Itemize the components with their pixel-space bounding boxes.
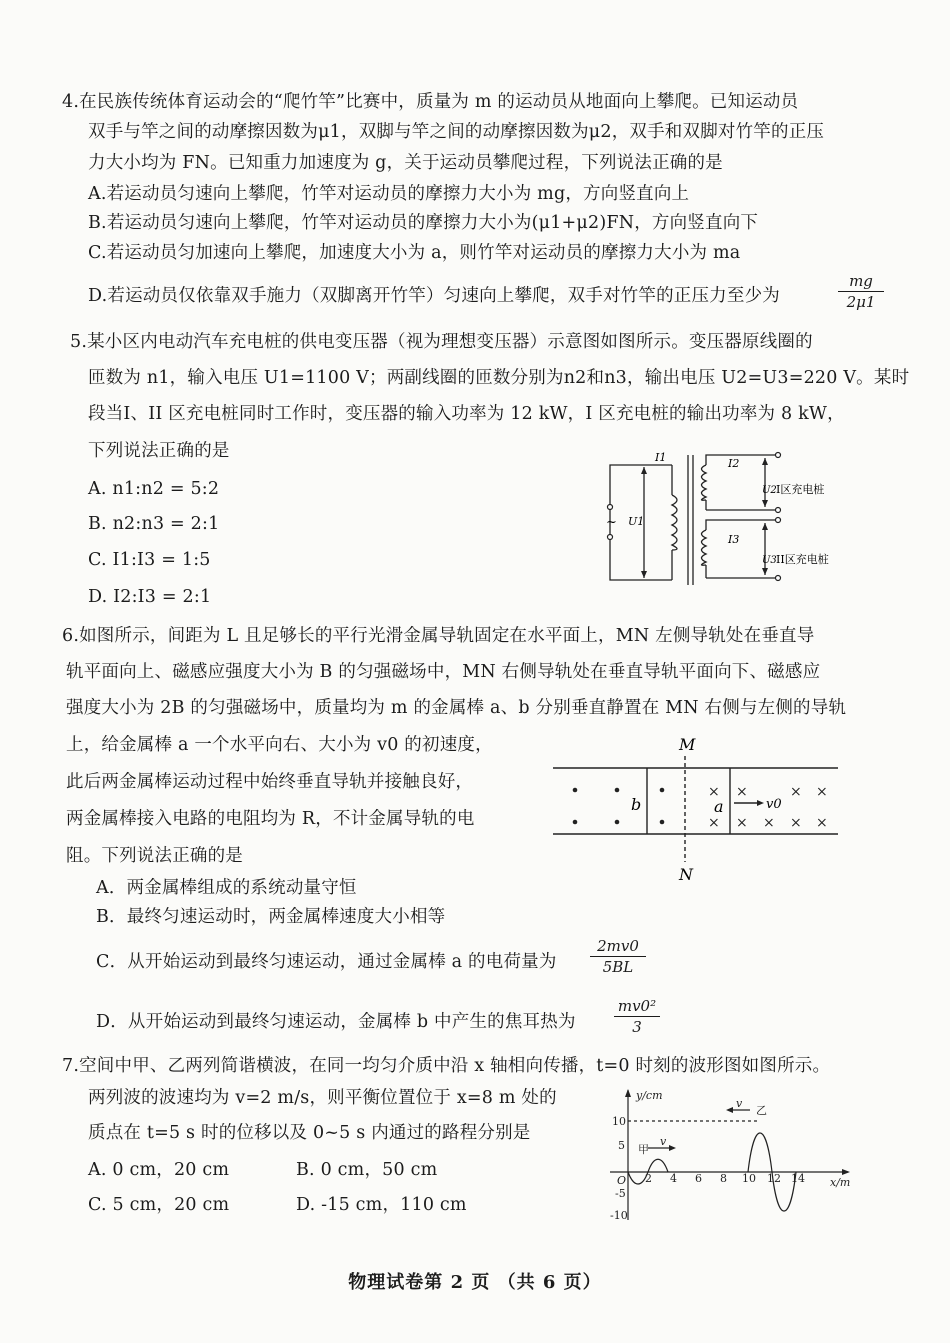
q6-line3: 强度大小为 2B 的匀强磁场中，质量均为 m 的金属棒 a、b 分别垂直静置在 MN 右侧与左侧的导轨 (66, 698, 847, 718)
svg-text:×: × (763, 815, 775, 831)
q5-line4: 下列说法正确的是 (88, 441, 230, 461)
q7-option-c: C. 5 cm，20 cm (88, 1195, 230, 1215)
x-tick-8: 8 (720, 1172, 727, 1185)
q5-line2: 匝数为 n1，输入电压 U1=1100 V；两副线圈的匝数分别为n2和n3，输出电压 U2=U3=220 V。某时 (88, 368, 910, 388)
svg-text:×: × (790, 784, 802, 800)
y-tick-10: 10 (612, 1115, 626, 1128)
q4-option-c: C.若运动员匀加速向上攀爬，加速度大小为 a，则竹竿对运动员的摩擦力大小为 ma (88, 243, 741, 263)
transformer-diagram (600, 445, 890, 590)
q7-option-d: D. -15 cm，110 cm (296, 1195, 467, 1215)
x-tick-2: 2 (645, 1172, 652, 1185)
q5-option-c: C. I1:I3 = 1:5 (88, 550, 211, 570)
label-n: N (679, 865, 693, 884)
wave-label-yi: 乙 (756, 1104, 767, 1117)
q7-line2: 两列波的波速均为 v=2 m/s，则平衡位置位于 x=8 m 处的 (88, 1088, 557, 1108)
svg-text:×: × (736, 815, 748, 831)
q6-option-a: A．两金属棒组成的系统动量守恒 (96, 878, 357, 898)
label-u2: U2 (762, 485, 777, 496)
wave-graph (600, 1085, 860, 1230)
q4-line3: 力大小均为 FN。已知重力加速度为 g，关于运动员攀爬过程，下列说法正确的是 (88, 153, 723, 173)
page-footer: 物理试卷第 2 页 （共 6 页） (348, 1272, 602, 1293)
q5-option-d: D. I2:I3 = 2:1 (88, 587, 212, 607)
svg-text:×: × (736, 784, 748, 800)
x-tick-14: 14 (791, 1172, 805, 1185)
q4-option-b: B.若运动员匀速向上攀爬，竹竿对运动员的摩擦力大小为(μ1+μ2)FN，方向竖直向下 (88, 213, 759, 233)
q7-line3: 质点在 t=5 s 时的位移以及 0~5 s 内通过的路程分别是 (88, 1123, 531, 1143)
q6-d-fraction (614, 997, 660, 1036)
wave2-velocity-label: v (736, 1097, 743, 1110)
q5-line3: 段当I、II 区充电桩同时工作时，变压器的输入功率为 12 kW，I 区充电桩的输出功率为 8 kW， (88, 404, 845, 424)
svg-text:×: × (790, 815, 802, 831)
q7-line1: 7.空间中甲、乙两列简谐横波，在同一均匀介质中沿 x 轴相向传播，t=0 时刻的波形图如图所示。 (62, 1056, 831, 1076)
wave1-velocity-label: v (660, 1135, 667, 1148)
y-tick-neg10: -10 (610, 1209, 628, 1222)
axis-label-y: y/cm (636, 1089, 663, 1102)
fraction-denominator: 3 (632, 1018, 642, 1036)
fraction-numerator: mv0² (617, 997, 657, 1015)
label-rod-b: b (631, 795, 642, 814)
label-zone2: II区充电桩 (776, 553, 829, 566)
q4-line2: 双手与竿之间的动摩擦因数为μ1，双脚与竿之间的动摩擦因数为μ2，双手和双脚对竹竿的正压 (88, 122, 825, 142)
label-m: M (679, 735, 696, 754)
q6-line2: 轨平面向上、磁感应强度大小为 B 的匀强磁场中，MN 右侧导轨处在垂直导轨平面向下、磁感应 (66, 662, 821, 682)
ac-source-symbol: ~ (606, 515, 617, 530)
fraction-numerator: mg (849, 272, 873, 290)
q6-line6: 两金属棒接入电路的电阻均为 R，不计金属导轨的电 (66, 809, 475, 829)
q5-option-a: A. n1:n2 = 5:2 (88, 479, 220, 499)
q6-option-c: C．从开始运动到最终匀速运动，通过金属棒 a 的电荷量为 (96, 952, 557, 972)
label-rod-a: a (714, 797, 724, 816)
svg-text:×: × (708, 784, 720, 800)
x-tick-10: 10 (742, 1172, 756, 1185)
q4-d-fraction (838, 272, 884, 311)
q6-line4: 上，给金属棒 a 一个水平向右、大小为 v0 的初速度， (66, 735, 493, 755)
label-v0: v0 (766, 797, 782, 812)
fraction-denominator: 5BL (602, 958, 634, 976)
svg-text:×: × (816, 784, 828, 800)
label-u3: U3 (762, 555, 777, 566)
x-tick-12: 12 (767, 1172, 781, 1185)
wave-label-jia: 甲 (638, 1143, 649, 1156)
fraction-numerator: 2mv0 (597, 937, 639, 955)
q4-option-d: D.若运动员仅依靠双手施力（双脚离开竹竿）匀速向上攀爬，双手对竹竿的正压力至少为 (88, 286, 780, 306)
axis-label-x: x/m (830, 1176, 851, 1189)
label-i1: I1 (655, 451, 667, 464)
q7-option-a: A. 0 cm，20 cm (88, 1160, 230, 1180)
label-i3: I3 (728, 533, 740, 546)
y-tick-neg5: -5 (615, 1187, 626, 1200)
origin-label: O (617, 1174, 627, 1187)
q6-option-d: D．从开始运动到最终匀速运动，金属棒 b 中产生的焦耳热为 (96, 1012, 576, 1032)
q6-line7: 阻。下列说法正确的是 (66, 846, 243, 866)
q4-line1: 4.在民族传统体育运动会的“爬竹竿”比赛中，质量为 m 的运动员从地面向上攀爬。已知运动员 (62, 92, 799, 112)
y-tick-5: 5 (618, 1139, 625, 1152)
svg-text:×: × (816, 815, 828, 831)
q4-option-a: A.若运动员匀速向上攀爬，竹竿对运动员的摩擦力大小为 mg，方向竖直向上 (88, 184, 690, 204)
rails-diagram (548, 728, 843, 890)
svg-text:×: × (708, 815, 720, 831)
q6-option-b: B．最终匀速运动时，两金属棒速度大小相等 (96, 907, 446, 927)
q5-option-b: B. n2:n3 = 2:1 (88, 514, 220, 534)
q6-line1: 6.如图所示，间距为 L 且足够长的平行光滑金属导轨固定在水平面上，MN 左侧导轨处在垂直导 (62, 626, 815, 646)
q7-option-b: B. 0 cm，50 cm (296, 1160, 438, 1180)
x-tick-6: 6 (695, 1172, 702, 1185)
label-u1: U1 (628, 515, 645, 528)
fraction-denominator: 2μ1 (846, 293, 876, 311)
x-tick-4: 4 (670, 1172, 677, 1185)
label-i2: I2 (728, 457, 740, 470)
q5-line1: 5.某小区内电动汽车充电桩的供电变压器（视为理想变压器）示意图如图所示。变压器原线圈的 (70, 332, 813, 352)
q6-line5: 此后两金属棒运动过程中始终垂直导轨并接触良好， (66, 772, 474, 792)
label-zone1: I区充电桩 (776, 483, 825, 496)
q6-c-fraction (590, 937, 646, 976)
